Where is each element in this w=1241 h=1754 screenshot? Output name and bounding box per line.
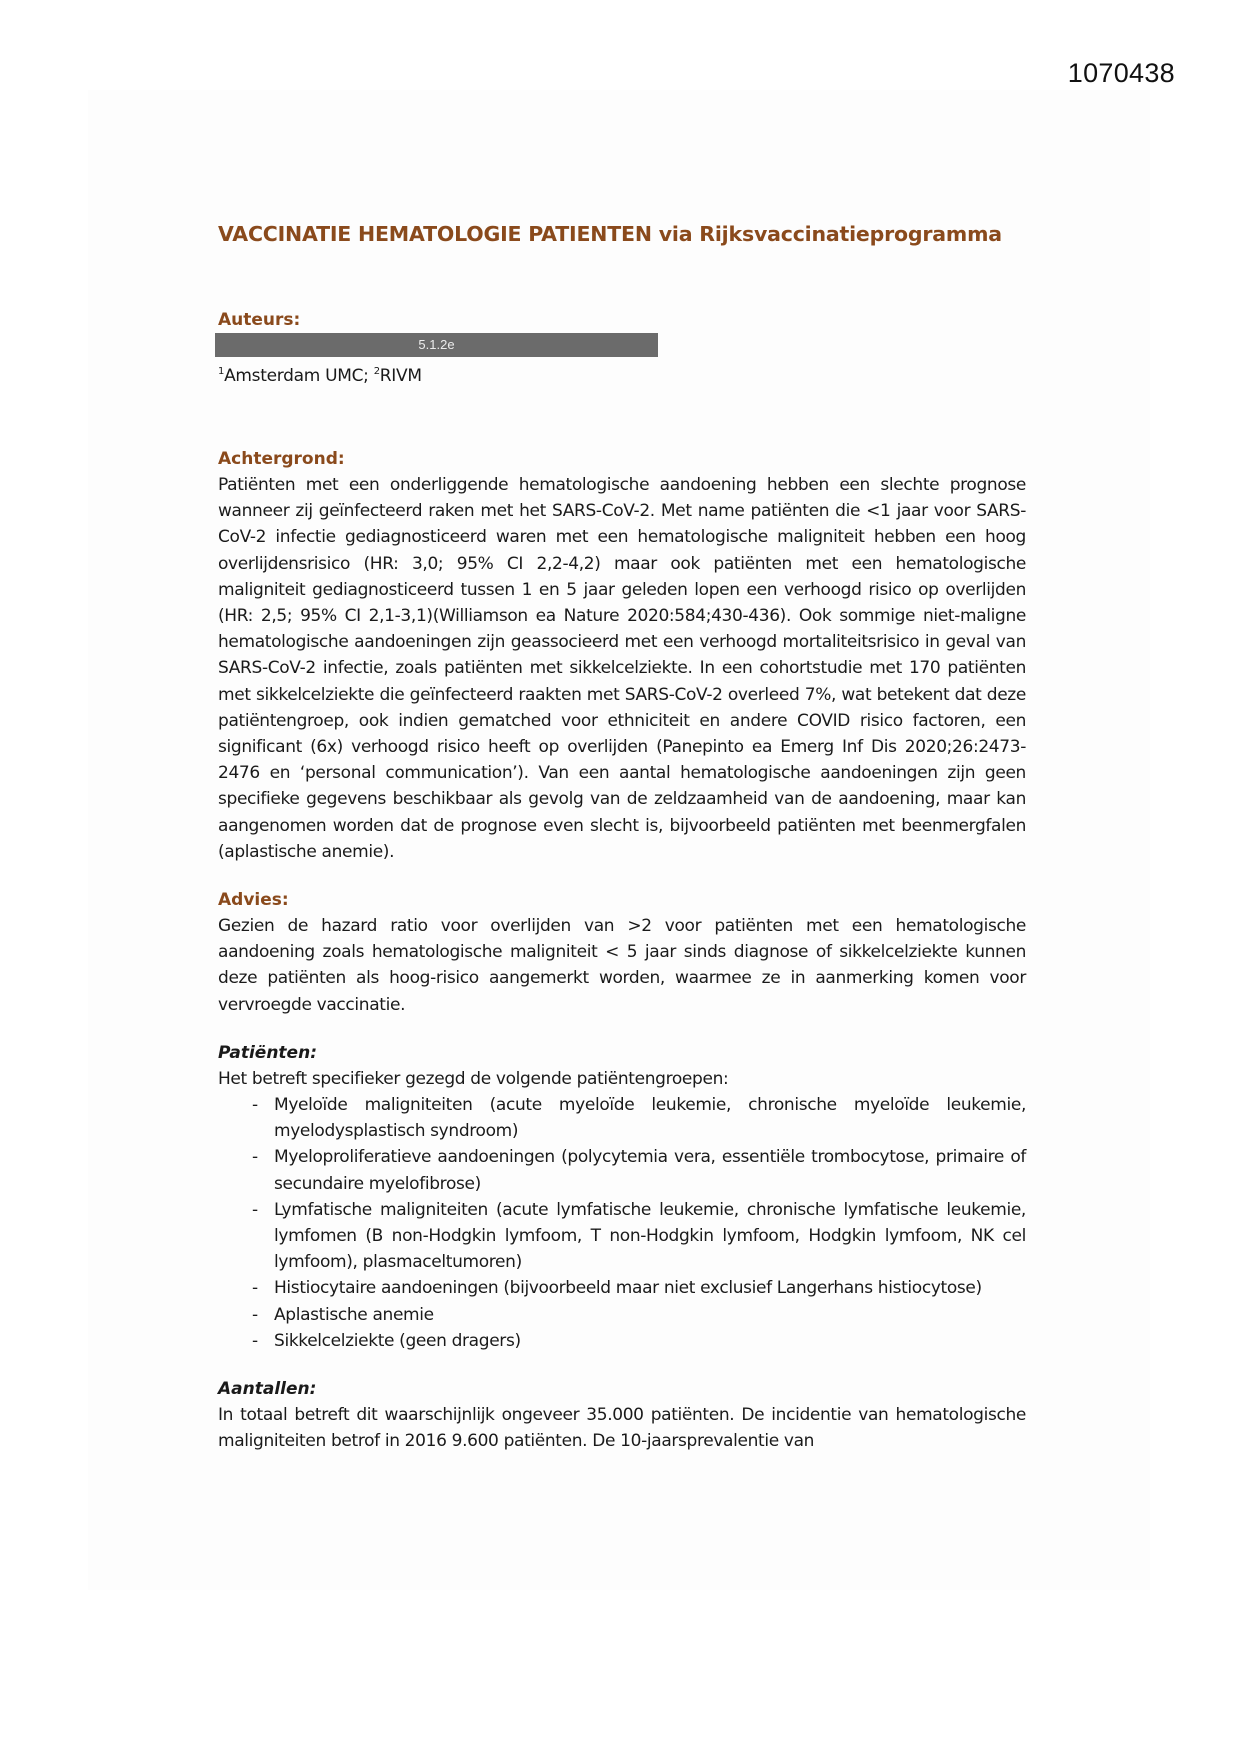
list-item: - Myeloïde maligniteiten (acute myeloïde leukemie, chronische myeloïde leukemie, myelodysplastisch syndroom) [252, 1092, 1026, 1144]
patienten-intro: Het betreft specifieker gezegd de volgende patiëntengroepen: [218, 1068, 729, 1089]
affiliation-1: Amsterdam UMC; [224, 366, 374, 386]
spacer [218, 250, 1026, 307]
advies-section [218, 887, 1026, 1018]
aantallen-heading: Aantallen: [218, 1379, 317, 1400]
authors-heading: Auteurs: [218, 310, 301, 330]
affiliation-2: RIVM [379, 366, 422, 386]
document-content [218, 218, 1026, 1455]
achtergrond-section [218, 446, 1026, 865]
affiliation-sup-2: 2 [373, 366, 380, 377]
spacer [218, 865, 1026, 887]
list-item: - Myeloproliferatieve aandoeningen (polycytemia vera, essentiële trombocytose, primaire of secundaire myelofibrose) [252, 1144, 1026, 1196]
advies-heading: Advies: [218, 890, 289, 911]
achtergrond-text: Patiënten met een onderliggende hematologische aandoening hebben een slechte prognose wanneer zij geïnfecteerd raken met het SARS-CoV-2. Met name patiënten die <1 jaar voor SARS-CoV-2 infectie gediagnosticeerd waren met een hematologische maligniteit hebben een hoog overlijdensrisico (HR: 3,0; 95% CI 2,2-4,2) maar ook patiënten met een hematologische maligniteit gediagnosticeerd tussen 1 en 5 jaar geleden lopen een verhoogd risico op overlijden (HR: 2,5; 95% CI 2,1-3,1)(Williamson ea Nature 2020:584;430-436). Ook sommige niet-maligne hematologische aandoeningen zijn geassocieerd met een verhoogd mortaliteitsrisico in geval van SARS-CoV-2 infectie, zoals patiënten met sikkelcelziekte. In een cohortstudie met 170 patiënten met sikkelcelziekte die geïnfecteerd raakten met SARS-CoV-2 overleed 7%, wat betekent dat deze patiëntengroep, ook indien gematched voor ethniciteit en andere COVID risico factoren, een significant (6x) verhoogd risico heeft op overlijden (Panepinto ea Emerg Inf Dis 2020;26:2473-2476 en ‘personal communication’). Van een aantal hematologische aandoeningen zijn geen specifieke gegevens beschikbaar als gevolg van de zeldzaamheid van de aandoening, maar kan aangenomen worden dat de prognose even slecht is, bijvoorbeeld patiënten met beenmergfalen (aplastische anemie). [218, 475, 1026, 862]
patienten-heading: Patiënten: [218, 1042, 317, 1063]
spacer [218, 1018, 1026, 1040]
list-item: - Lymfatische maligniteiten (acute lymfatische leukemie, chronische lymfatische leukemie, lymfomen (B non-Hodgkin lymfoom, T non-Hodgkin lymfoom, Hodgkin lymfoom, NK cel lymfoom), plasmaceltumoren) [252, 1197, 1026, 1276]
spacer [218, 1354, 1026, 1376]
list-item: - Aplastische anemie [252, 1302, 1026, 1328]
patient-groups-list [218, 1092, 1026, 1354]
aantallen-section [218, 1376, 1026, 1454]
authors-section [218, 307, 1026, 389]
redaction-bar: 5.1.2e [215, 333, 658, 357]
affiliations [218, 359, 1026, 389]
aantallen-text: In totaal betreft dit waarschijnlijk ongeveer 35.000 patiënten. De incidentie van hematologische maligniteiten betrof in 2016 9.600 patiënten. De 10-jaarsprevalentie van [218, 1405, 1026, 1452]
affiliation-sup-1: 1 [218, 366, 225, 377]
achtergrond-heading: Achtergrond: [218, 449, 345, 469]
document-id: 1070438 [1067, 58, 1175, 88]
advies-text: Gezien de hazard ratio voor overlijden van >2 voor patiënten met een hematologische aandoening zoals hematologische maligniteit < 5 jaar sinds diagnose of sikkelcelziekte kunnen deze patiënten als hoog-risico aangemerkt worden, waarmee ze in aanmerking komen voor vervroegde vaccinatie. [218, 916, 1026, 1015]
spacer [218, 389, 1026, 446]
document-title: VACCINATIE HEMATOLOGIE PATIENTEN via Rijksvaccinatieprogramma [218, 222, 1002, 246]
list-item: - Histiocytaire aandoeningen (bijvoorbeeld maar niet exclusief Langerhans histiocytose) [252, 1275, 1026, 1301]
patienten-section [218, 1040, 1026, 1354]
list-item: - Sikkelcelziekte (geen dragers) [252, 1328, 1026, 1354]
